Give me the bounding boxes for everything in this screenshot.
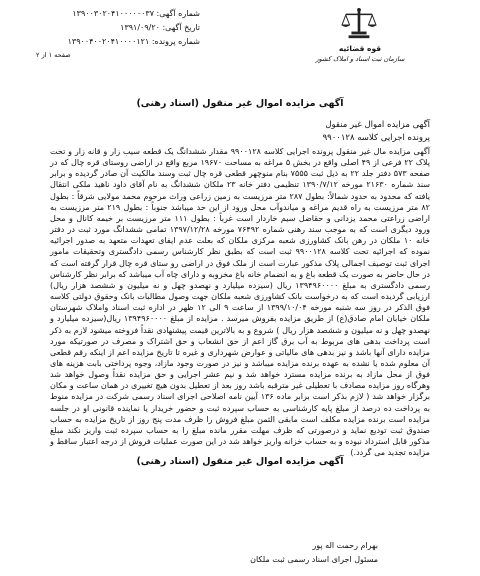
notice-subheading: آگهی مزایده اموال غیر منقول [325,120,430,130]
footer-heading: آگهی مزایده اموال غیر منقول (اسناد رهنی) [136,456,344,467]
notice-body: آگهی مزایده مال غیر منقول پرونده اجرایی کلاسه ۹۹۰۰۱۲۸ مقدار ششدانگ یک قطعه سیب زار و قانه زار و تحت پلاک ۲۲ فرعی از ۴۹ اصلی واقع در بخش ۵ مراغه به مساحت ۱۹۶۷۰ مربع واقع در اراضی روستای قره چال که در صفحه ۵۷۳ دفتر جلد ۲۲ به ذیل ثبت ۷۵۵۵ بنام منوچهر قطعی قره چال ثبت وسند مالکیت آن صادر گردیده و برابر سند شماره ۲۱۶۳۰ مورخه ۱۳۹۰/۷/۱۲ تنظیمی دفتر خانه ۲۳ ملکان ششدانگ به نام آقای داود ناهید ملکی انتقال یافته که محدود به حدود شمالاً: بطول ۲۸۷ متر مرزیست به زمین زراعی وراث مرحوم محمد مولایی شرقاً : بطول ۸۲ متر مرزیست به راه قدیم مراغه و میاندوآب محل ورود از این حد میباشد جنوباً : بطول ۲۱۹ متر مرزیست به اراضی زراعتی محمد یزدانی و حقاضل سیم خاردار است غرباً : بطول ۱۱۱ متر مرزیست بر خیمه کانال و محل ورود دیگری است که به موجب سند رهنی شماره ۷۶۴۹۲ مورخه ۱۳۹۷/۱۲/۲۸ تمامی ششدانگ مورد ثبت در دفتر خانه ۱۰ ملکان در رهن بانک کشاورزی شعبه مرکزی ملکان که بعلت عدم ایفای تعهدات متعهد به صدور اجرائیه نموده که اجرائیه تحت کلاسه ۹۹۰۰۱۲۸ ثبت است که بطبق نظر کارشناس رسمی دادگستری وتحقیقات مامور اجرای ثبت توصیف اجمالی پلاک مذکور عبارت است از ملک فوق در اراضی رو ستای قره چال قرار گرفته است که در حال حاضر به صورت یک قطعه باغ و به انضمام خانه باغ مخروبه و دارای چاه آب میباشد که برابر نظر کارشناس رسمی دادگستری به مبلغ ۱۳۹۴۹۶۰۰۰۰ ریال (سیزده میلیارد و نهصدو چهل و نه میلیون و ششصد هزار ریال) ارزیابی گردیده است که به درخواست بانک کشاورزی شعبه ملکان جهت وصول مطالبات بانک وحقوق دولتی کلاسه فوق الذکر در روز سه شنبه مورخه ۱۳۹۹/۱۰/۰۴ از ساعت ۹ الی ۱۲ ظهر در اداره ثبت اسناد واملاک شهرستان ملکان خیابان امام صادق(ع) از طریق مزایده بفروش میرسد . مزایده از مبلغ ۱۳۹۴۹۶۰۰۰۰ ریال(سیزده میلیارد و نهصدو چهل و نه میلیون و ششصد هزار ریال ) شروع و به بالاترین قیمت پیشنهادی نقداً فروخته میشود لازم به ذکر است پرداخت بدهی های مربوط به آب برق گاز اعم از حق انشعاب و حق اشتراک و مصرف در صورتیکه مورد مزایده دارای آنها باشد و نیز بدهی های مالیاتی و عوارض شهرداری و غیره تا تاریخ مزایده اعم از اینکه رقم قطعی آن معلوم شده یا نشده به عهده برنده مزایده میباشد و نیز در صورت وجود مازاد، وجوه پرداختی بابت هزینه های فوق از محل مازاد به برنده مزایده مسترد خواهد شد و نیم عشر اجرایی و حق مزایده نقداً وصول خواهد شد وهرگاه روز مزایده مصادف با تعطیلی غیر مترقبه باشد روز بعد از تعطیل بدون هیچ تغییری در همان ساعت و مکان برگزار خواهد شد ( لازم بذکر است برابر ماده ۱۳۶ آیین نامه اصلاحی اجرای اسناد رسمی شرکت در مزایده منوط به پرداخت ده درصد از مبلغ پایه کارشناسی به حساب سپرده ثبت و حضور خریدار یا نماینده قانونی او در جلسه مزایده است برنده مزایده مکلف است مابقی الثمن مبلغ فروش را ظرف مدت پنج روز از تاریخ مزایده به حساب صندوق ثبت تودیع نماید و درصورتی که ظرف مهلت مقرر مانده مبلغ را به حساب سپرده ثبت واریز نکند مبلغ مذکور قابل استرداد نبوده و به حساب خزانه واریز خواهد شد در این صورت عملیات فروش از درجه اعتبار ساقط و مزایده تجدید می گردد.) [50,147,430,458]
signer-title: مسئول اجرای اسناد رسمی ثبت ملکان [250,555,378,564]
file-number-row [10,35,200,49]
page-number: صفحه ۱ از ۲ [36,51,71,59]
notice-date-label: تاریخ آگهی: [162,23,200,32]
signature-block [230,539,378,567]
case-file-line: پرونده اجرایی کلاسه ۹۹۰۰۱۲۸ [322,133,430,143]
judiciary-emblem-icon [340,7,378,41]
org-subtitle: سازمان ثبت اسناد و املاک کشور [315,55,405,63]
notice-metadata [10,7,200,49]
org-title: قوه قضائیه [338,44,382,53]
notice-date-row [10,21,200,35]
notice-heading: آگهی مزایده اموال غیر منقول (اسناد رهنی) [136,98,344,109]
notice-number-row [10,7,200,21]
file-number-label: شماره پرونده: [151,37,200,46]
notice-number: ۱۳۹۰۰۳۰۲۰۴۱۰۰۰۰۰۰۳۷ [72,9,154,18]
notice-date: ۱۳۹۱/۰۹/۲۰ [120,23,160,32]
notice-number-label: شماره آگهی: [156,9,200,18]
signer-name: بهرام رحمت اله پور [312,541,378,550]
file-number: ۱۳۹۰۰۴۰۰۲۰۴۱۰۰۰۰۱۲۱ [67,37,150,46]
